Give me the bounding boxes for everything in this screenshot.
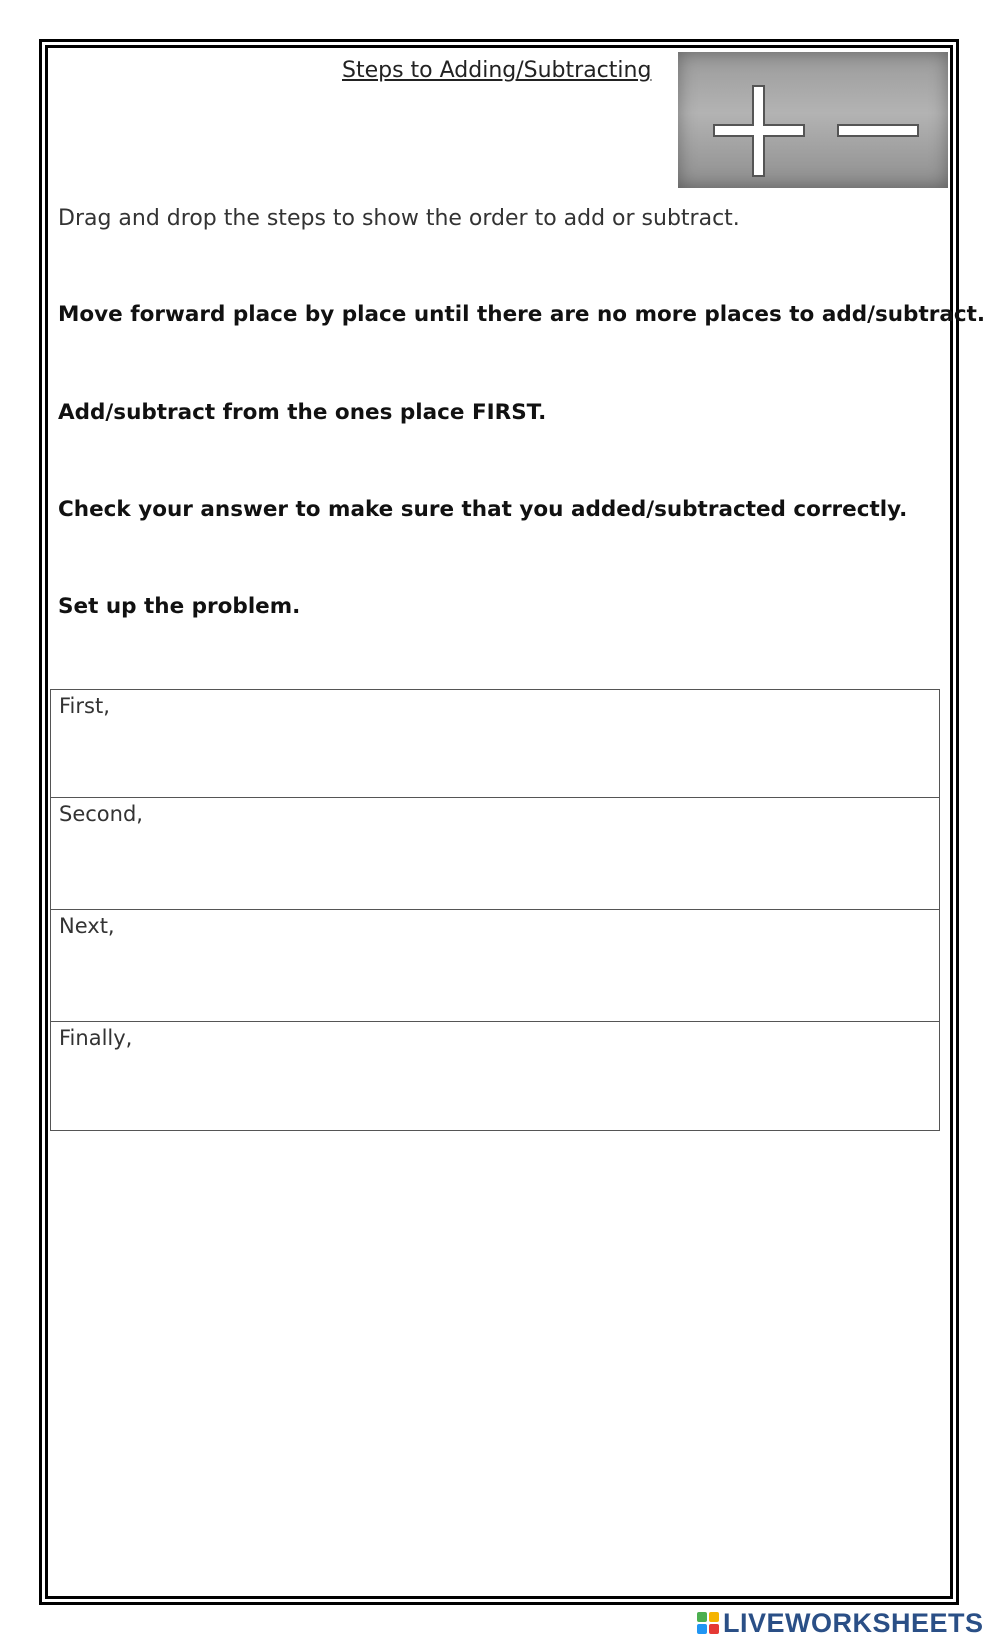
draggable-step[interactable]: Move forward place by place until there are no more places to add/subtract. [58, 302, 986, 327]
drop-zone-label: First, [59, 694, 110, 718]
drop-zone-label: Finally, [59, 1026, 133, 1050]
liveworksheets-brand [697, 1608, 984, 1638]
drop-zone-label: Next, [59, 914, 115, 938]
drop-zone-label: Second, [59, 802, 143, 826]
answer-drop-table [50, 689, 940, 1131]
drop-zone-second[interactable] [51, 798, 939, 910]
drop-zone-next[interactable] [51, 910, 939, 1022]
worksheet-title: Steps to Adding/Subtracting [342, 58, 652, 83]
logo-square [697, 1624, 707, 1634]
logo-square [709, 1612, 719, 1622]
logo-square [697, 1612, 707, 1622]
brand-name: LIVEWORKSHEETS [723, 1607, 984, 1638]
logo-square [709, 1624, 719, 1634]
draggable-step[interactable]: Add/subtract from the ones place FIRST. [58, 400, 547, 425]
liveworksheets-logo-icon [697, 1612, 719, 1634]
instruction-text: Drag and drop the steps to show the order to add or subtract. [58, 206, 740, 231]
draggable-step[interactable]: Set up the problem. [58, 594, 301, 619]
drop-zone-first[interactable] [51, 690, 939, 798]
plus-minus-icon [678, 52, 948, 188]
draggable-step[interactable]: Check your answer to make sure that you added/subtracted correctly. [58, 497, 908, 522]
drop-zone-finally[interactable] [51, 1022, 939, 1130]
